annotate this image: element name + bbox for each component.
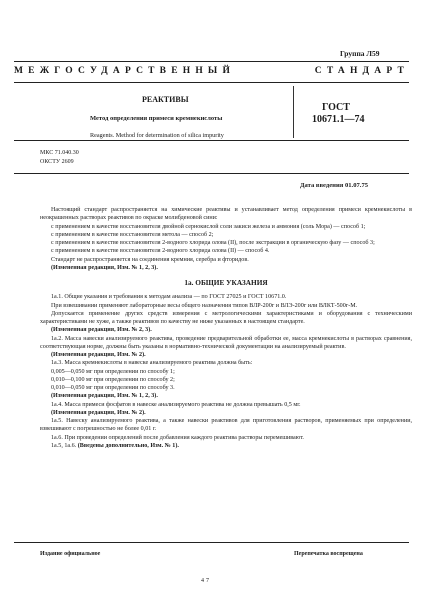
introduction-date: Дата введения 01.07.75: [300, 182, 369, 189]
okstu-code: ОКСТУ 2609: [40, 158, 74, 165]
clause-1a3: 1а.3. Масса кремнекислоты в навеске анализируемого реактива должна быть:: [51, 360, 253, 367]
method-2: с применением в качестве восстановителя метола — способ 2;: [51, 231, 214, 238]
clause-1a1-alternatives: Допускается применение других средств измерения с метрологическими характеристиками и оборудования с техническими характеристиками не хуже, а также реактивов по качеству не ниже указанных в настоящем стандарте.: [40, 310, 412, 325]
scope-paragraph: Настоящий стандарт распространяется на химические реактивы и устанавливает метод определения примеси кремнекислоты в неокрашенных растворах реактивов по окраске молибденовой сини:: [40, 207, 412, 222]
gost-number: 10671.1—74: [312, 114, 365, 125]
clause-1a1-weighing: При взвешивании применяют лабораторные весы общего назначения типов ВЛР-200г и ВЛЭ-200г или ВЛКТ-500г-М.: [51, 302, 358, 309]
classification-group: Группа Л59: [340, 49, 380, 58]
amendment-note: (Измененная редакция, Изм. № 1, 2, 3).: [51, 264, 158, 271]
clause-1a3-range-2: 0,010—0,100 мг при определении по способу 2;: [51, 376, 175, 383]
title-divider: [293, 86, 294, 138]
clause-1a1: 1а.1. Общие указания и требования к методам анализа — по ГОСТ 27025 и ГОСТ 10671.0.: [51, 294, 287, 301]
document-body: [40, 206, 412, 450]
footer-rule: [14, 542, 409, 543]
clause-1a5-1a6-note: [40, 442, 412, 450]
method-4: с применением в качестве восстановителя 2-водного хлорида олова (II) — способ 4.: [51, 248, 270, 255]
top-rule: [14, 61, 409, 62]
amendment-note: (Измененная редакция, Изм. № 1, 2, 3).: [51, 393, 158, 400]
clause-1a2: 1а.2. Масса навески анализируемого реактива, проведение предварительной обработки ее, масса кремнекислоты в растворах сравнения, соответствующая норме, должны быть указаны в нормативно-технической документации на анализируемый реактив.: [40, 335, 412, 350]
amendment-note: (Измененная редакция, Изм. № 2).: [51, 409, 146, 416]
title-bottom-rule: [14, 140, 409, 141]
standard-heading: [14, 66, 409, 76]
codes-rule: [14, 173, 409, 174]
clause-1a3-range-1: 0,005—0,050 мг при определении по способу 1;: [51, 368, 175, 375]
document-title: РЕАКТИВЫ: [142, 95, 189, 104]
section-title: 1а. ОБЩИЕ УКАЗАНИЯ: [184, 278, 268, 287]
amendment-note: (Введены дополнительно, Изм. № 1).: [77, 442, 179, 449]
clause-1a5: 1а.5. Навеску анализируемого реактива, а также навески реактивов для приготовления растворов, применяемых при определении, взвешивают с погрешностью не более 0,01 г.: [40, 418, 412, 433]
heading-word-standard: СТАНДАРТ: [314, 66, 409, 76]
heading-rule: [14, 82, 409, 83]
method-1: с применением в качестве восстановителя двойной сернокислой соли закиси железа и аммония (соль Мора) — способ 1;: [51, 223, 366, 230]
reprint-prohibited-label: Перепечатка воспрещена: [294, 551, 363, 557]
heading-word-interstate: МЕЖГОСУДАРСТВЕННЫЙ: [14, 66, 236, 76]
clause-1a3-range-3: 0,010—0,050 мг при определении по способу 3.: [51, 385, 175, 391]
clause-1a6: 1а.6. При проведении определений после добавления каждого реактива растворы перемешивают.: [51, 434, 304, 441]
amendment-note: (Измененная редакция, Изм. № 2).: [51, 352, 146, 358]
clause-ref: 1а.5, 1а.6.: [51, 442, 77, 449]
clause-1a4: 1а.4. Масса примеси фосфатов в навеске анализируемого реактива не должна превышать 0,5 мг.: [51, 401, 301, 408]
english-title: Reagents. Method for determination of silica impurity: [90, 132, 224, 139]
document-subtitle: Метод определения примеси кремнекислоты: [90, 115, 223, 122]
classification-codes: [40, 149, 79, 166]
scope-exclusion: Стандарт не распространяется на соединения кремния, серебра и фторидов.: [51, 256, 249, 263]
method-3: с применением в качестве восстановителя 2-водного хлорида олова (II), после экстракции в органическую фазу — способ 3;: [51, 240, 375, 246]
gost-label: ГОСТ: [322, 102, 350, 113]
amendment-note: (Измененная редакция, Изм. № 2, 3).: [51, 327, 152, 334]
page-number: 47: [201, 578, 211, 584]
mks-code: МКС 71.040.30: [40, 150, 79, 156]
official-edition-label: Издание официальное: [40, 551, 101, 557]
